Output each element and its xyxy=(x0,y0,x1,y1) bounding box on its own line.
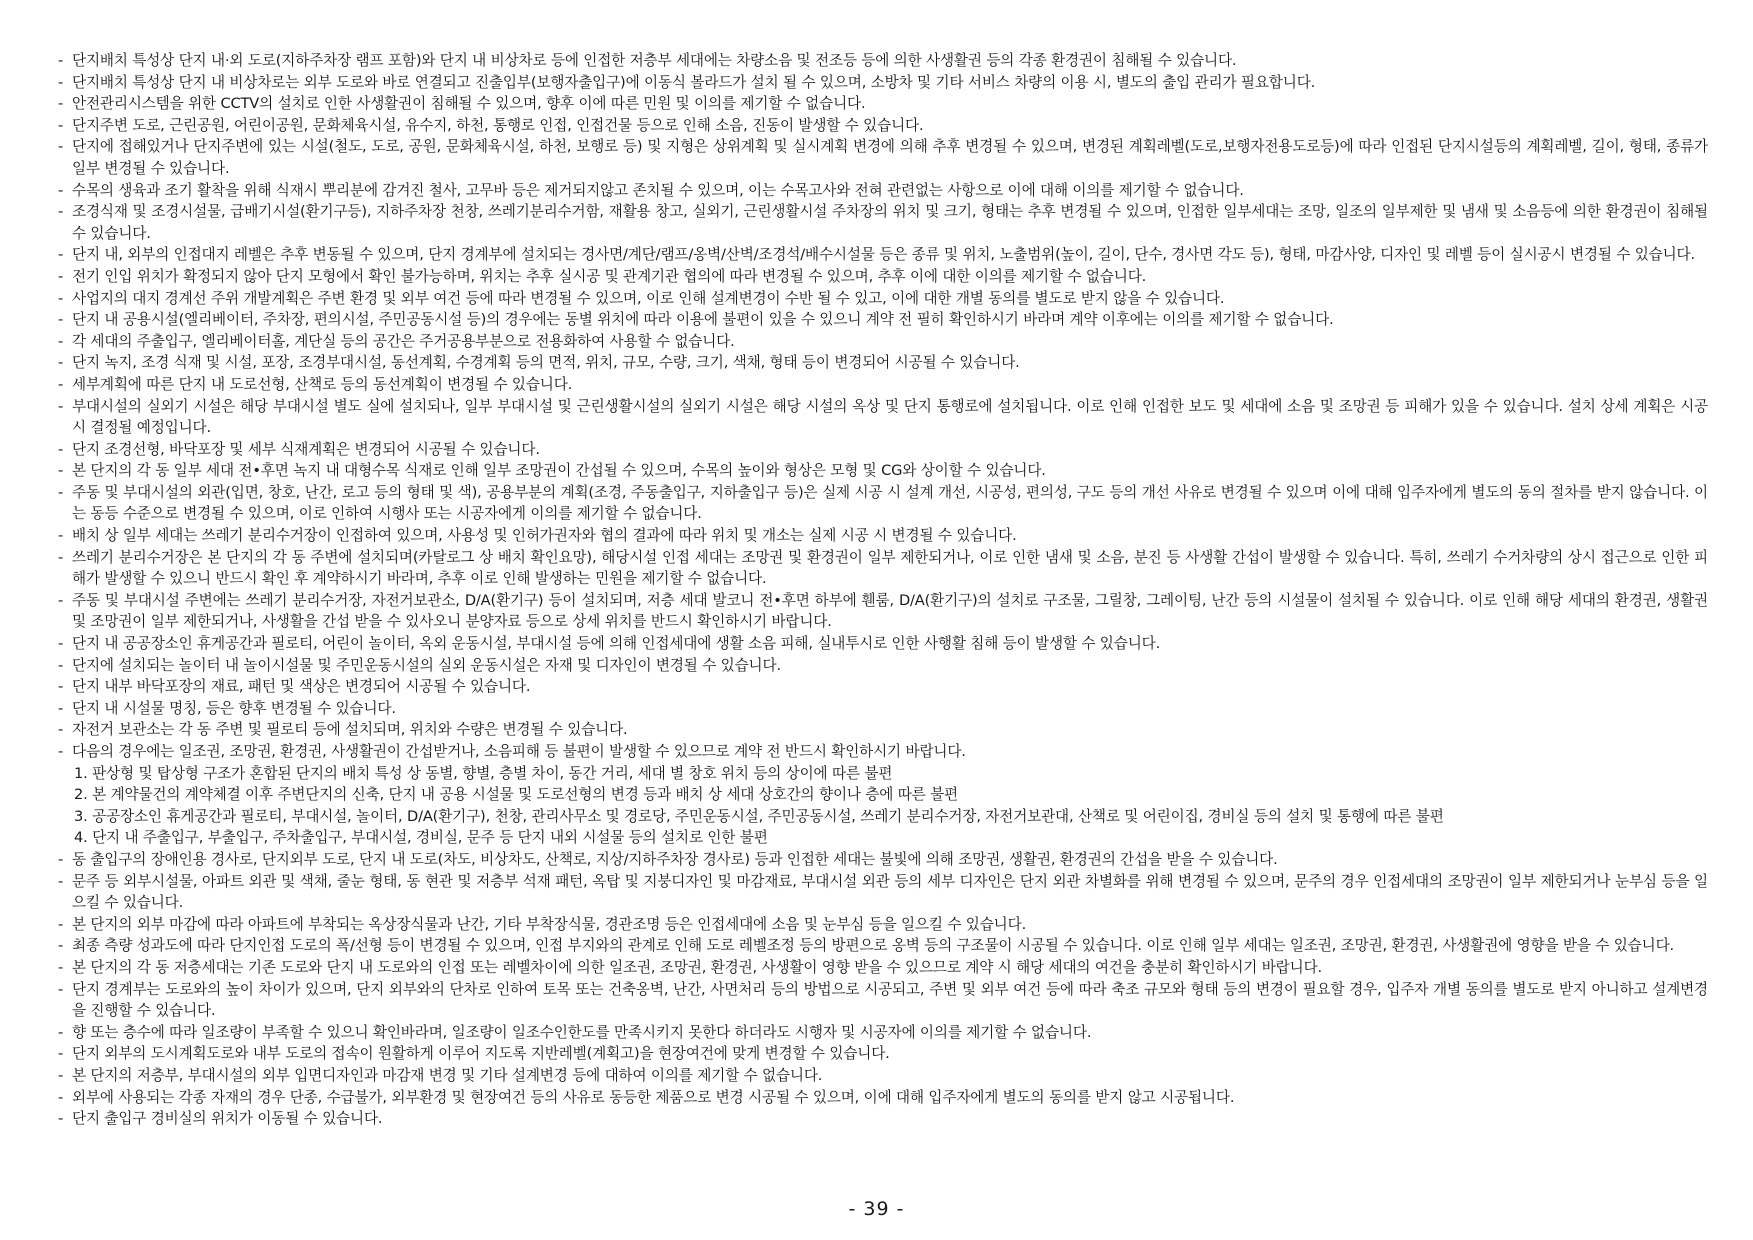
bullet-dash: - xyxy=(58,483,64,501)
bullet-dash: - xyxy=(58,872,64,890)
notice-item xyxy=(58,1087,1708,1109)
notice-item xyxy=(58,136,1708,179)
bullet-dash: - xyxy=(58,95,64,113)
bullet-dash: - xyxy=(58,289,64,307)
notice-item-text: 본 단지의 각 동 저층세대는 기존 도로와 단지 내 도로와의 인접 또는 레벨차이에 의한 일조권, 조망권, 환경권, 사생활이 영향 받을 수 있으므로 계약 시 해당 세대의 여건을 충분히 확인하시기 바랍니다. xyxy=(72,958,1323,976)
bullet-dash: - xyxy=(58,699,64,717)
notice-subitem xyxy=(58,827,1708,849)
notice-subitem-text: 1. 판상형 및 탑상형 구조가 혼합된 단지의 배치 특성 상 동별, 향별, 층별 차이, 동간 거리, 세대 별 창호 위치 등의 상이에 따른 불편 xyxy=(74,764,893,782)
notice-subitem xyxy=(58,763,1708,785)
bullet-dash: - xyxy=(58,850,64,868)
notice-item xyxy=(58,352,1708,374)
notice-item-text: 외부에 사용되는 각종 자재의 경우 단종, 수급불가, 외부환경 및 현장여건 등의 사유로 동등한 제품으로 변경 시공될 수 있으며, 이에 대해 입주자에게 별도의 동의를 받지 않고 시공됩니다. xyxy=(72,1088,1235,1106)
notice-item xyxy=(58,93,1708,115)
bullet-dash: - xyxy=(58,181,64,199)
notice-item xyxy=(58,180,1708,202)
notice-item xyxy=(58,288,1708,310)
notice-item-text: 부대시설의 실외기 시설은 해당 부대시설 별도 실에 설치되나, 일부 부대시설 및 근린생활시설의 실외기 시설은 해당 시설의 옥상 및 단지 통행로에 설치됩니다. 이로 인해 인접한 보도 및 세대에 소음 및 조망권 등 피해가 있을 수 있습니다. 설치 상세 계획은 시공 시 결정될 예정입니다. xyxy=(72,397,1708,437)
bullet-dash: - xyxy=(58,635,64,653)
bullet-dash: - xyxy=(58,743,64,760)
bullet-dash: - xyxy=(58,440,64,458)
notice-item xyxy=(58,1108,1708,1130)
notice-item-text: 세부계획에 따른 단지 내 도로선형, 산책로 등의 동선계획이 변경될 수 있습니다. xyxy=(72,375,573,393)
notice-item-text: 안전관리시스템을 위한 CCTV의 설치로 인한 사생활권이 침해될 수 있으며, 향후 이에 따른 민원 및 이의를 제기할 수 없습니다. xyxy=(72,95,866,113)
notice-item xyxy=(58,979,1708,1022)
notice-item xyxy=(58,115,1708,137)
notice-item xyxy=(58,309,1708,331)
bullet-dash: - xyxy=(58,656,64,674)
bullet-dash: - xyxy=(58,138,64,156)
notice-item xyxy=(58,547,1708,590)
bullet-dash: - xyxy=(58,678,64,696)
notice-item-text: 단지 출입구 경비실의 위치가 이동될 수 있습니다. xyxy=(72,1110,383,1128)
notice-item xyxy=(58,590,1708,633)
notice-item-text: 문주 등 외부시설물, 아파트 외관 및 색채, 줄눈 형태, 동 현관 및 저층부 석재 패턴, 옥탑 및 지붕디자인 및 마감재료, 부대시설 외관 등의 세부 디자인은 단지 외관 차별화를 위해 변경될 수 있으며, 문주의 경우 인접세대의 조망권이 일부 제한되거나 눈부심 등을 일으킬 수 있습니다. xyxy=(72,872,1708,912)
notice-item-text: 단지 내부 바닥포장의 재료, 패턴 및 색상은 변경되어 시공될 수 있습니다. xyxy=(72,678,531,696)
bullet-dash: - xyxy=(58,267,64,285)
notice-item-text: 본 단지의 외부 마감에 따라 아파트에 부착되는 옥상장식물과 난간, 기타 부착장식물, 경관조명 등은 인접세대에 소음 및 눈부심 등을 일으킬 수 있습니다. xyxy=(72,915,1027,933)
notice-item xyxy=(58,957,1708,979)
bullet-dash: - xyxy=(58,73,64,91)
notice-item xyxy=(58,849,1708,871)
bullet-dash: - xyxy=(58,116,64,134)
notice-item xyxy=(58,676,1708,698)
notice-item xyxy=(58,719,1708,741)
bullet-dash: - xyxy=(58,548,64,566)
notice-item xyxy=(58,871,1708,914)
notice-item-text: 단지에 접해있거나 단지주변에 있는 시설(철도, 도로, 공원, 문화체육시설, 하천, 보행로 등) 및 지형은 상위계획 및 실시계획 변경에 의해 추후 변경될 수 있으며, 변경된 계획레벨(도로,보행자전용도로등)에 따라 인접된 단지시설등의 계획레벨, 길이, 형태, 종류가 일부 변경될 수 있습니다. xyxy=(72,138,1708,177)
bullet-dash: - xyxy=(58,462,64,480)
notice-item xyxy=(58,698,1708,720)
bullet-dash: - xyxy=(58,915,64,933)
notice-item-text: 단지 내 공용시설(엘리베이터, 주차장, 편의시설, 주민공동시설 등)의 경우에는 동별 위치에 따라 이용에 불편이 있을 수 있으니 계약 전 필히 확인하시기 바라며 계약 이후에는 이의를 제기할 수 없습니다. xyxy=(72,311,1334,329)
bullet-dash: - xyxy=(58,311,64,329)
notice-subitem-text: 2. 본 계약물건의 계약체결 이후 주변단지의 신축, 단지 내 공용 시설물 및 도로선형의 변경 등과 배치 상 세대 상호간의 향이나 층에 따른 불편 xyxy=(74,786,958,804)
bullet-dash: - xyxy=(58,721,64,739)
notice-item-text: 최종 측량 성과도에 따라 단지인접 도로의 폭/선형 등이 변경될 수 있으며, 인접 부지와의 관계로 인해 도로 레벨조정 등의 방편으로 옹벽 등의 구조물이 시공될 수 있습니다. 이로 인해 일부 세대는 일조권, 조망권, 환경권, 사생활권에 영향을 받을 수 있습니다. xyxy=(72,937,1675,955)
notice-item-text: 사업지의 대지 경계선 주위 개발계획은 주변 환경 및 외부 여건 등에 따라 변경될 수 있으며, 이로 인해 설계변경이 수반 될 수 있고, 이에 대한 개별 동의를 별도로 받지 않을 수 있습니다. xyxy=(72,289,1225,307)
notice-block-continued xyxy=(58,849,1708,1130)
bullet-dash: - xyxy=(58,937,64,955)
bullet-dash: - xyxy=(58,203,64,221)
notice-item xyxy=(58,935,1708,957)
notice-item-text: 본 단지의 각 동 일부 세대 전•후면 녹지 내 대형수목 식재로 인해 일부 조망권이 간섭될 수 있으며, 수목의 높이와 형상은 모형 및 CG와 상이할 수 있습니다. xyxy=(72,462,1046,480)
bullet-dash: - xyxy=(58,1066,64,1084)
notice-item-text: 단지 내 시설물 명칭, 등은 향후 변경될 수 있습니다. xyxy=(72,699,396,717)
bullet-dash: - xyxy=(58,375,64,393)
bullet-dash: - xyxy=(58,527,64,545)
notice-item xyxy=(58,201,1708,244)
bullet-dash: - xyxy=(58,980,64,998)
notice-item xyxy=(58,741,1708,763)
notice-item-text: 다음의 경우에는 일조권, 조망권, 환경권, 사생활권이 간섭받거나, 소음피해 등 불편이 발생할 수 있으므로 계약 전 반드시 확인하시기 바랍니다. xyxy=(72,743,966,760)
notice-item-text: 배치 상 일부 세대는 쓰레기 분리수거장이 인접하여 있으며, 사용성 및 인허가권자와 협의 결과에 따라 위치 및 개소는 실제 시공 시 변경될 수 있습니다. xyxy=(72,527,1017,545)
notice-subitem xyxy=(58,784,1708,806)
notice-item-text: 단지 조경선형, 바닥포장 및 세부 식재계획은 변경되어 시공될 수 있습니다. xyxy=(72,440,540,458)
notice-block-main xyxy=(58,50,1708,763)
notice-item xyxy=(58,374,1708,396)
notice-item xyxy=(58,72,1708,94)
bullet-dash: - xyxy=(58,958,64,976)
notice-item xyxy=(58,914,1708,936)
notice-item-text: 단지배치 특성상 단지 내 비상차로는 외부 도로와 바로 연결되고 진출입부(보행자출입구)에 이동식 볼라드가 설치 될 수 있으며, 소방차 및 기타 서비스 차량의 이용 시, 별도의 출입 관리가 필요합니다. xyxy=(72,73,1316,91)
notice-item-text: 조경식재 및 조경시설물, 급배기시설(환기구등), 지하주차장 천창, 쓰레기분리수거함, 재활용 창고, 실외기, 근린생활시설 주차장의 위치 및 크기, 형태는 추후 변경될 수 있으며, 인접한 일부세대는 조망, 일조의 일부제한 및 냄새 및 소음등에 의한 환경권이 침해될 수 있습니다. xyxy=(72,203,1708,242)
notice-item-text: 주동 및 부대시설 주변에는 쓰레기 분리수거장, 자전거보관소, D/A(환기구) 등이 설치되며, 저층 세대 발코니 전•후면 하부에 휀룸, D/A(환기구)의 설치로 구조물, 그릴창, 그레이팅, 난간 등의 시설물이 설치될 수 있습니다. 이로 인해 해당 세대의 환경권, 생활권 및 조망권이 일부 제한되거나, 사생활을 간섭 받을 수 있사오니 분양자료 등으로 상세 위치를 반드시 확인하시기 바랍니다. xyxy=(72,591,1708,631)
notice-item-text: 향 또는 층수에 따라 일조량이 부족할 수 있으니 확인바라며, 일조량이 일조수인한도를 만족시키지 못한다 하더라도 시행자 및 시공자에 이의를 제기할 수 없습니다. xyxy=(72,1023,1092,1041)
notice-item-text: 단지 내 공공장소인 휴게공간과 필로티, 어린이 놀이터, 옥외 운동시설, 부대시설 등에 의해 인접세대에 생활 소음 피해, 실내투시로 인한 사행활 침해 등이 발생할 수 있습니다. xyxy=(72,635,1161,653)
notice-item xyxy=(58,633,1708,655)
notice-item-text: 단지 외부의 도시계획도로와 내부 도로의 접속이 원활하게 이루어 지도록 지반레벨(계획고)을 현장여건에 맞게 변경할 수 있습니다. xyxy=(72,1045,890,1063)
notice-item xyxy=(58,460,1708,482)
notice-item-text: 단지주변 도로, 근린공원, 어린이공원, 문화체육시설, 유수지, 하천, 통행로 인접, 인접건물 등으로 인해 소음, 진동이 발생할 수 있습니다. xyxy=(72,116,924,134)
page-number: - 39 - xyxy=(848,1198,905,1220)
notice-item-text: 수목의 생육과 조기 활착을 위해 식재시 뿌리분에 감겨진 철사, 고무바 등은 제거되지않고 존치될 수 있으며, 이는 수목고사와 전혀 관련없는 사항으로 이에 대해 이의를 제기할 수 없습니다. xyxy=(72,181,1244,199)
notice-item xyxy=(58,1065,1708,1087)
notice-item xyxy=(58,266,1708,288)
notice-sublist xyxy=(58,763,1708,849)
notice-item-text: 단지 경계부는 도로와의 높이 차이가 있으며, 단지 외부와의 단차로 인하여 토목 또는 건축옹벽, 난간, 사면처리 등의 방법으로 시공되고, 주변 및 외부 여건 등에 따라 축조 규모와 형태 등의 변경이 필요할 경우, 입주자 개별 동의를 별도로 받지 아니하고 설계변경을 진행할 수 있습니다. xyxy=(72,980,1708,1020)
notice-item xyxy=(58,331,1708,353)
notice-item-text: 단지배치 특성상 단지 내·외 도로(지하주차장 램프 포함)와 단지 내 비상차로 등에 인접한 저층부 세대에는 차량소음 및 전조등 등에 의한 사생활권 등의 각종 환경권이 침해될 수 있습니다. xyxy=(72,52,1237,69)
notice-item xyxy=(58,439,1708,461)
notice-item xyxy=(58,244,1708,266)
notice-item-text: 쓰레기 분리수거장은 본 단지의 각 동 주변에 설치되며(카탈로그 상 배치 확인요망), 해당시설 인접 세대는 조망권 및 환경권이 일부 제한되거나, 이로 인한 냄새 및 소음, 분진 등 사생활 간섭이 발생할 수 있습니다. 특히, 쓰레기 수거차량의 상시 접근으로 인한 피해가 발생할 수 있으니 반드시 확인 후 계약하시기 바라며, 추후 이로 인해 발생하는 민원을 제기할 수 없습니다. xyxy=(72,548,1708,588)
bullet-dash: - xyxy=(58,1088,64,1106)
bullet-dash: - xyxy=(58,1110,64,1128)
notice-item xyxy=(58,655,1708,677)
notice-item xyxy=(58,482,1708,525)
notice-subitem-text: 4. 단지 내 주출입구, 부출입구, 주차출입구, 부대시설, 경비실, 문주 등 단지 내외 시설물 등의 설치로 인한 불편 xyxy=(74,829,768,847)
notice-item-text: 동 출입구의 장애인용 경사로, 단지외부 도로, 단지 내 도로(차도, 비상차도, 산책로, 지상/지하주차장 경사로) 등과 인접한 세대는 불빛에 의해 조망권, 생활권, 환경권의 간섭을 받을 수 있습니다. xyxy=(72,850,1278,868)
bullet-dash: - xyxy=(58,354,64,372)
bullet-dash: - xyxy=(58,332,64,350)
bullet-dash: - xyxy=(58,591,64,609)
notice-item-text: 전기 인입 위치가 확정되지 않아 단지 모형에서 확인 불가능하며, 위치는 추후 실시공 및 관계기관 협의에 따라 변경될 수 있으며, 추후 이에 대한 이의를 제기할 수 없습니다. xyxy=(72,267,1147,285)
notice-item xyxy=(58,396,1708,439)
notice-subitem-text: 3. 공공장소인 휴게공간과 필로티, 부대시설, 놀이터, D/A(환기구), 천창, 관리사무소 및 경로당, 주민운동시설, 주민공동시설, 쓰레기 분리수거장, 자전거보관대, 산책로 및 어린이집, 경비실 등의 설치 및 통행에 따른 불편 xyxy=(74,807,1444,825)
bullet-dash: - xyxy=(58,246,64,264)
notice-item-text: 단지 녹지, 조경 식재 및 시설, 포장, 조경부대시설, 동선계획, 수경계획 등의 면적, 위치, 규모, 수량, 크기, 색채, 형태 등이 변경되어 시공될 수 있습니다. xyxy=(72,354,1020,372)
notice-item-text: 주동 및 부대시설의 외관(입면, 창호, 난간, 로고 등의 형태 및 색), 공용부분의 계획(조경, 주동출입구, 지하출입구 등)은 실제 시공 시 설계 개선, 시공성, 편의성, 구도 등의 개선 사유로 변경될 수 있으며 이에 대해 입주자에게 별도의 동의 절차를 받지 않습니다. 이는 동등 수준으로 변경될 수 있으며, 이로 인하여 시행사 또는 시공자에게 이의를 제기할 수 없습니다. xyxy=(72,483,1708,523)
notice-subitem xyxy=(58,806,1708,828)
notice-item-text: 단지 내, 외부의 인접대지 레벨은 추후 변동될 수 있으며, 단지 경계부에 설치되는 경사면/계단/램프/옹벽/산벽/조경석/배수시설물 등은 종류 및 위치, 노출범위(높이, 길이, 단수, 경사면 각도 등), 형태, 마감사양, 디자인 및 레벨 등이 실시공시 변경될 수 있습니다. xyxy=(72,246,1695,264)
notice-item-text: 각 세대의 주출입구, 엘리베이터홀, 계단실 등의 공간은 주거공용부분으로 전용화하여 사용할 수 없습니다. xyxy=(72,332,735,350)
notice-item-text: 단지에 설치되는 놀이터 내 놀이시설물 및 주민운동시설의 실외 운동시설은 자재 및 디자인이 변경될 수 있습니다. xyxy=(72,656,781,674)
notice-item xyxy=(58,525,1708,547)
notice-item-text: 본 단지의 저층부, 부대시설의 외부 입면디자인과 마감재 변경 및 기타 설계변경 등에 대하여 이의를 제기할 수 없습니다. xyxy=(72,1066,823,1084)
notice-item xyxy=(58,50,1708,72)
notice-item-text: 자전거 보관소는 각 동 주변 및 필로티 등에 설치되며, 위치와 수량은 변경될 수 있습니다. xyxy=(72,721,628,739)
bullet-dash: - xyxy=(58,397,64,415)
notice-list xyxy=(58,50,1708,1130)
bullet-dash: - xyxy=(58,52,64,69)
notice-item xyxy=(58,1043,1708,1065)
notice-item xyxy=(58,1022,1708,1044)
bullet-dash: - xyxy=(58,1045,64,1063)
bullet-dash: - xyxy=(58,1023,64,1041)
